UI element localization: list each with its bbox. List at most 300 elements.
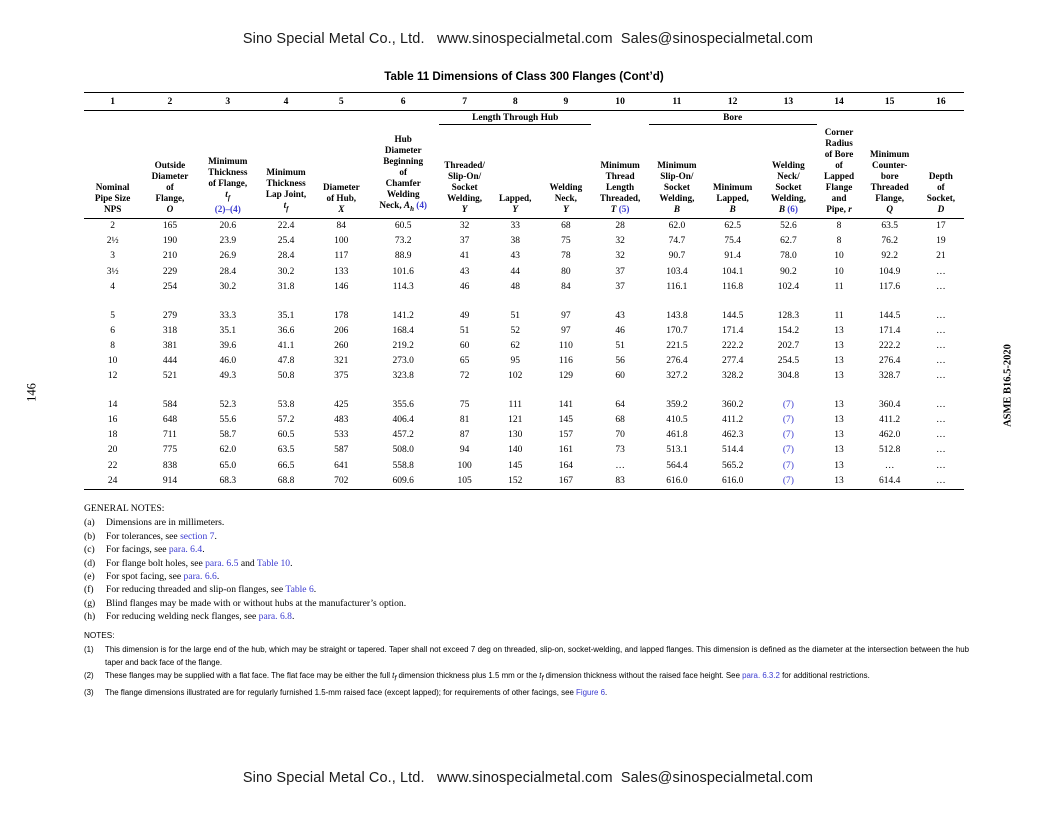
cell: 111 <box>508 400 522 411</box>
cell: 22.4 <box>277 221 295 232</box>
cell: … <box>936 445 946 456</box>
cell: 775 <box>162 445 178 456</box>
cell: 65.0 <box>219 460 237 471</box>
cell: 229 <box>162 266 178 277</box>
cell: 100 <box>334 236 349 247</box>
link-table-10[interactable]: Table 10 <box>256 557 291 569</box>
cell: … <box>936 356 946 366</box>
link-para-6-4[interactable]: para. 6.4 <box>168 544 203 556</box>
cell: 410.5 <box>666 415 688 426</box>
cell: 533 <box>334 430 349 441</box>
cell: 31.8 <box>277 281 295 292</box>
header-diameter-of-hub: Diameter of Hub, X <box>315 125 367 219</box>
cell: 94 <box>459 445 470 456</box>
column-number: 1 <box>84 93 141 111</box>
header-depth-of-socket: Depth of Socket, D <box>918 125 964 219</box>
cell: 28.4 <box>219 266 237 277</box>
cell: 68.8 <box>257 474 315 490</box>
cell: 13 <box>834 356 844 366</box>
group-header-bore: Bore <box>649 111 817 125</box>
table-row <box>84 398 964 413</box>
link-figure-6[interactable]: Figure 6 <box>576 688 605 698</box>
cell: 104.9 <box>878 266 901 277</box>
cell: 141.2 <box>392 310 414 321</box>
cell: 60 <box>615 371 625 382</box>
table-row <box>84 339 964 354</box>
cell: 564.4 <box>666 460 688 471</box>
table-row <box>84 249 964 264</box>
cell: 641 <box>334 460 349 471</box>
cell: 614.4 <box>862 474 918 490</box>
cell: 32 <box>459 221 470 232</box>
general-note-marker: (a) <box>84 517 95 529</box>
column-number: 4 <box>257 93 315 111</box>
cell-reference: (7) <box>782 460 794 471</box>
company-footer-banner: Sino Special Metal Co., Ltd. www.sinospecialmetal.com Sales@sinospecialmetal.com <box>242 770 814 786</box>
header-bore-welding-neck-socket-welding: Welding Neck/ Socket Welding, B (6) <box>760 125 816 219</box>
cell: 164 <box>558 460 573 471</box>
cell: 21 <box>936 251 946 262</box>
cell: 28 <box>615 221 625 232</box>
cell: 52.3 <box>219 400 237 411</box>
cell: 62.5 <box>724 221 741 232</box>
flange-dimensions-table <box>84 92 964 490</box>
cell: 206 <box>334 325 349 336</box>
cell: 128.3 <box>777 310 800 321</box>
cell: 87 <box>459 430 470 441</box>
cell: 13 <box>834 400 844 411</box>
cell: 97 <box>561 325 571 336</box>
cell: 375 <box>334 371 349 382</box>
cell: 46.0 <box>219 356 237 366</box>
cell: 11 <box>834 310 844 321</box>
cell: … <box>936 371 946 382</box>
general-note-item <box>84 530 964 543</box>
cell: 406.4 <box>392 415 414 426</box>
cell: … <box>936 310 946 321</box>
cell: 35.1 <box>219 325 237 336</box>
cell: … <box>936 266 946 277</box>
cell: 41.1 <box>277 340 295 351</box>
cell: 129 <box>558 371 573 382</box>
cell: 11 <box>834 281 844 292</box>
cell: 41 <box>459 251 470 262</box>
cell: 167 <box>540 474 591 490</box>
cell: 17 <box>936 221 946 232</box>
column-number: 12 <box>705 93 760 111</box>
cell: 13 <box>834 371 844 382</box>
note-item <box>84 644 969 669</box>
general-note-item <box>84 516 964 529</box>
cell-nps: 8 <box>110 340 116 351</box>
group-spacer-row <box>84 295 964 309</box>
cell: 140 <box>508 445 523 456</box>
cell: 63.5 <box>277 445 295 456</box>
cell: 222.2 <box>878 340 901 351</box>
cell-reference: (7) <box>782 445 794 456</box>
cell: 648 <box>162 415 178 426</box>
cell: 84 <box>336 221 347 232</box>
cell: 144.5 <box>721 310 744 321</box>
general-note-text: For tolerances, see section 7. <box>106 530 217 542</box>
header-nominal-pipe-size: Nominal Pipe Size NPS <box>84 125 141 219</box>
cell: 514.4 <box>721 445 744 456</box>
cell: 116.8 <box>722 281 744 292</box>
group-header-length-through-hub: Length Through Hub <box>439 111 591 125</box>
header-hub-diameter-chamfer: Hub Diameter Beginning of Chamfer Welding Neck, $A_h$ (4) <box>367 125 439 219</box>
column-number: 15 <box>862 93 918 111</box>
cell: … <box>936 460 946 471</box>
cell: 146 <box>334 281 349 292</box>
cell-nps: 18 <box>107 430 118 441</box>
cell: 171.4 <box>878 325 901 336</box>
link-table-6[interactable]: Table 6 <box>285 584 314 596</box>
cell-nps: 16 <box>107 415 118 426</box>
cell: 73 <box>615 445 625 456</box>
group-header-row <box>84 111 964 125</box>
cell: 51 <box>459 325 470 336</box>
cell-nps: 24 <box>84 474 141 490</box>
column-number: 7 <box>439 93 490 111</box>
cell: 145 <box>558 415 573 426</box>
notes-block <box>84 630 969 700</box>
cell: 130 <box>508 430 523 441</box>
cell: 584 <box>162 400 178 411</box>
cell: 37 <box>459 236 470 247</box>
table-row <box>84 369 964 384</box>
cell: 116.1 <box>666 281 688 292</box>
cell: 104.1 <box>721 266 744 277</box>
table-row <box>84 234 964 249</box>
cell: 13 <box>834 460 844 471</box>
cell: 92.2 <box>881 251 898 262</box>
cell: 52 <box>510 325 520 336</box>
cell: 68 <box>615 415 625 426</box>
cell: 60 <box>459 340 470 351</box>
cell: 58.7 <box>219 430 237 441</box>
cell: 114.3 <box>392 281 414 292</box>
cell: 355.6 <box>392 400 414 411</box>
cell: 110 <box>558 340 573 351</box>
note-text: The flange dimensions illustrated are for regularly furnished 1.5-mm raised face (except lapped); for requirements of other facings, see Figure 6. <box>105 688 608 698</box>
cell-nps: 3 <box>110 251 116 262</box>
table-row <box>84 459 964 474</box>
cell-nps: 20 <box>107 445 118 456</box>
general-note-marker: (b) <box>84 530 96 542</box>
cell: 219.2 <box>392 340 414 351</box>
general-note-text: For spot facing, see para. 6.6. <box>106 571 220 583</box>
cell: 171.4 <box>721 325 744 336</box>
table-row <box>84 280 964 295</box>
cell-reference: (7) <box>782 430 794 441</box>
general-note-item <box>84 557 964 570</box>
cell: 616.0 <box>705 474 760 490</box>
cell: 609.6 <box>367 474 439 490</box>
general-note-item <box>84 597 964 610</box>
cell: 75 <box>561 236 571 247</box>
cell: 121 <box>508 415 523 426</box>
cell: 328.2 <box>721 371 744 382</box>
cell: 75 <box>459 400 470 411</box>
cell: 565.2 <box>721 460 744 471</box>
cell-reference: (7) <box>760 474 816 490</box>
general-notes-block <box>84 502 964 624</box>
cell: 103.4 <box>666 266 688 277</box>
cell: 53.8 <box>277 400 295 411</box>
general-note-marker: (c) <box>84 544 95 556</box>
cell: 318 <box>162 325 178 336</box>
column-number: 11 <box>649 93 705 111</box>
cell: 91.4 <box>724 251 741 262</box>
cell: 68 <box>561 221 571 232</box>
notes-title: NOTES: <box>84 631 115 640</box>
cell: 43 <box>459 266 470 277</box>
cell: 72 <box>459 371 470 382</box>
cell: … <box>936 340 946 351</box>
general-note-text: For flange bolt holes, see para. 6.5 and Table 10. <box>106 557 293 569</box>
cell: 210 <box>162 251 178 262</box>
column-number: 9 <box>540 93 591 111</box>
cell: 444 <box>162 356 178 366</box>
cell-reference: (7) <box>782 400 794 411</box>
cell: … <box>615 460 625 471</box>
header-welding-neck-y: Welding Neck, Y <box>540 125 591 219</box>
company-header-banner: Sino Special Metal Co., Ltd. www.sinospecialmetal.com Sales@sinospecialmetal.com <box>242 31 814 47</box>
cell: 558.8 <box>392 460 414 471</box>
cell: 28.4 <box>277 251 295 262</box>
cell: … <box>936 281 946 292</box>
table-row <box>84 219 964 235</box>
cell: 102 <box>508 371 523 382</box>
cell: 60.5 <box>394 221 412 232</box>
cell: 462.0 <box>878 430 901 441</box>
cell: 88.9 <box>394 251 412 262</box>
link-para-6-5[interactable]: para. 6.5 <box>205 557 239 569</box>
cell: 838 <box>162 460 178 471</box>
column-header-row <box>84 125 964 219</box>
cell: 117 <box>334 251 349 262</box>
cell: 276.4 <box>666 356 688 366</box>
note-item <box>84 687 969 699</box>
cell: 63.5 <box>881 221 898 232</box>
cell: 83 <box>591 474 648 490</box>
cell: 165 <box>162 221 178 232</box>
header-bore-minimum-lapped: Minimum Lapped, B <box>705 125 760 219</box>
general-note-marker: (d) <box>84 557 96 569</box>
cell: 44 <box>510 266 520 277</box>
cell: 462.3 <box>721 430 744 441</box>
table-row <box>84 354 964 369</box>
cell: 19 <box>936 236 946 247</box>
table-row <box>84 309 964 324</box>
header-minimum-thread-length-threaded: Minimum Thread Length Threaded, T (5) <box>591 125 648 219</box>
table-row <box>84 265 964 280</box>
cell: 20.6 <box>219 221 237 232</box>
general-note-marker: (g) <box>84 597 96 609</box>
cell: 64 <box>615 400 625 411</box>
cell: 273.0 <box>392 356 414 366</box>
column-number-row <box>84 93 964 111</box>
cell: 711 <box>162 430 177 441</box>
cell: 914 <box>141 474 198 490</box>
cell: … <box>918 474 964 490</box>
cell: 32 <box>615 236 625 247</box>
note-item <box>84 670 969 686</box>
cell: 457.2 <box>392 430 414 441</box>
cell: 260 <box>334 340 349 351</box>
cell: 49.3 <box>219 371 237 382</box>
cell: … <box>884 460 895 471</box>
cell: 323.8 <box>392 371 414 382</box>
cell: 168.4 <box>392 325 414 336</box>
cell: 190 <box>162 236 178 247</box>
cell-nps: 14 <box>107 400 118 411</box>
cell: 254.5 <box>777 356 800 366</box>
link-para-6-3-2[interactable]: para. 6.3.2 <box>742 671 780 681</box>
table-body-group-2 <box>84 309 964 398</box>
table-body-group-1 <box>84 219 964 309</box>
cell: 35.1 <box>277 310 295 321</box>
cell: 152 <box>490 474 540 490</box>
cell: 116 <box>558 356 573 366</box>
cell: 276.4 <box>878 356 901 366</box>
general-note-text: For reducing welding neck flanges, see para. 6.8. <box>106 611 295 623</box>
cell: 43 <box>615 310 625 321</box>
cell: 50.8 <box>277 371 295 382</box>
cell: 321 <box>334 356 349 366</box>
cell: 254 <box>162 281 178 292</box>
cell: 157 <box>558 430 573 441</box>
cell: 70 <box>615 430 625 441</box>
cell: 33.3 <box>219 310 237 321</box>
cell: 78.0 <box>780 251 797 262</box>
link-para-6-8[interactable]: para. 6.8 <box>258 611 292 623</box>
cell: 30.2 <box>219 281 237 292</box>
cell: … <box>936 325 946 336</box>
header-bore-minimum-slip-on-socket-welding: Minimum Slip-On/ Socket Welding, B <box>649 125 705 219</box>
cell: 512.8 <box>878 445 901 456</box>
cell: 222.2 <box>721 340 744 351</box>
cell: 62.0 <box>219 445 237 456</box>
cell: 51 <box>615 340 625 351</box>
cell: 360.2 <box>721 400 744 411</box>
cell: 616.0 <box>649 474 705 490</box>
cell: 49 <box>459 310 470 321</box>
cell: 43 <box>510 251 520 262</box>
cell: 68.3 <box>199 474 257 490</box>
cell: 48 <box>510 281 520 292</box>
table-row <box>84 474 964 490</box>
general-note-marker: (h) <box>84 611 96 623</box>
cell: 170.7 <box>666 325 688 336</box>
cell: 32 <box>615 251 625 262</box>
link-section-7[interactable]: section 7 <box>180 530 215 542</box>
note-marker: (3) <box>84 688 94 698</box>
cell-nps: 22 <box>107 460 118 471</box>
cell: 328.7 <box>878 371 901 382</box>
cell: 84 <box>561 281 571 292</box>
cell: 105 <box>439 474 490 490</box>
column-number: 10 <box>591 93 648 111</box>
cell: 46 <box>459 281 470 292</box>
cell: 521 <box>162 371 178 382</box>
cell-nps: 4 <box>110 281 116 292</box>
link-para-6-6[interactable]: para. 6.6 <box>183 571 217 583</box>
cell: 13 <box>834 445 844 456</box>
cell: 425 <box>334 400 349 411</box>
cell: 37 <box>615 281 625 292</box>
cell: 81 <box>459 415 470 426</box>
flange-dimensions-table-block <box>84 70 964 490</box>
cell-nps: 3½ <box>106 266 119 277</box>
column-number: 5 <box>315 93 367 111</box>
cell: 461.8 <box>666 430 688 441</box>
group-spacer-row <box>84 384 964 398</box>
cell: 80 <box>561 266 571 277</box>
cell: 13 <box>834 325 844 336</box>
header-minimum-thickness-lap-joint: Minimum Thickness Lap Joint, $t_f$ <box>257 125 315 219</box>
cell: 360.4 <box>878 400 901 411</box>
note-marker: (1) <box>84 645 94 655</box>
cell: 411.2 <box>722 415 744 426</box>
page-number: 146 <box>24 383 39 402</box>
cell: 73.2 <box>394 236 412 247</box>
header-corner-radius-of-bore: Corner Radius of Bore of Lapped Flange and Pipe, r <box>817 125 862 219</box>
cell: 26.9 <box>219 251 237 262</box>
cell: 52.6 <box>780 221 797 232</box>
cell: 95 <box>510 356 520 366</box>
cell-nps: 5 <box>110 310 116 321</box>
cell: 13 <box>817 474 862 490</box>
column-number: 8 <box>490 93 540 111</box>
cell: 178 <box>334 310 349 321</box>
cell: 13 <box>834 340 844 351</box>
cell: 381 <box>162 340 178 351</box>
cell: 75.4 <box>724 236 741 247</box>
cell: 97 <box>561 310 571 321</box>
cell: 55.6 <box>219 415 237 426</box>
cell: 33 <box>510 221 520 232</box>
general-notes-title: GENERAL NOTES: <box>84 503 165 514</box>
cell: 46 <box>615 325 625 336</box>
general-note-text: Blind flanges may be made with or without hubs at the manufacturer’s option. <box>106 597 407 609</box>
cell: 10 <box>834 251 844 262</box>
general-note-item <box>84 570 964 583</box>
cell: 508.0 <box>392 445 414 456</box>
cell: 23.9 <box>219 236 237 247</box>
cell: 513.1 <box>666 445 688 456</box>
table-row <box>84 324 964 339</box>
cell: 47.8 <box>277 356 295 366</box>
cell: … <box>936 430 946 441</box>
header-lapped-y: Lapped, Y <box>490 125 540 219</box>
cell: 30.2 <box>277 266 295 277</box>
cell: 76.2 <box>881 236 898 247</box>
cell: … <box>936 400 946 411</box>
cell: 39.6 <box>219 340 237 351</box>
cell: 62 <box>510 340 520 351</box>
cell: 100 <box>457 460 472 471</box>
cell-reference: (7) <box>782 415 794 426</box>
cell-nps: 6 <box>110 325 116 336</box>
cell: 702 <box>315 474 367 490</box>
cell: 141 <box>558 400 573 411</box>
cell: 62.7 <box>780 236 797 247</box>
cell: 13 <box>834 430 844 441</box>
general-note-text: For reducing threaded and slip-on flanges, see Table 6. <box>106 584 317 596</box>
note-text: This dimension is for the large end of the hub, which may be straight or tapered. Taper shall not exceed 7 deg on threaded, slip-on, socket-welding, and lapped flanges. This dimension is defined as the diameter at the intersection between the hub taper and back face of the flange. <box>105 645 969 667</box>
cell: 202.7 <box>777 340 800 351</box>
